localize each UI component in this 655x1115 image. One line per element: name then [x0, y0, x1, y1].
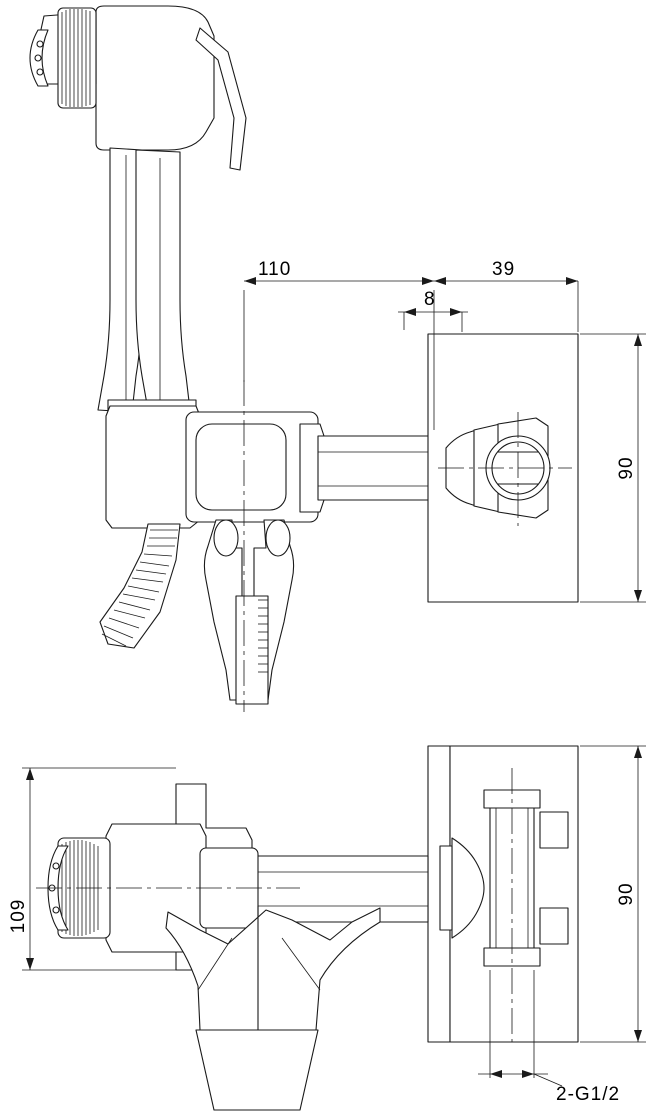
dimension-90-top-label: 90 — [616, 456, 637, 480]
dimension-110-label: 110 — [258, 259, 292, 280]
wall-plate-top — [428, 334, 578, 602]
dimension-110 — [244, 259, 434, 430]
valve-body-top — [106, 400, 434, 528]
spray-head-top — [30, 6, 246, 412]
dimension-39-label: 39 — [492, 259, 516, 280]
dimension-8-label: 8 — [424, 289, 436, 310]
dimension-8 — [398, 289, 468, 332]
thread-callout-label: 2-G1/2 — [556, 1084, 621, 1105]
dimension-109-label: 109 — [8, 898, 29, 934]
dimension-39 — [434, 259, 578, 332]
spout-side — [166, 906, 380, 1110]
dimension-90-side-label: 90 — [616, 882, 637, 906]
dimension-90-top — [580, 334, 646, 602]
hose-top — [100, 524, 180, 648]
top-view — [30, 6, 646, 712]
side-view — [8, 746, 646, 1110]
dimension-90-side — [580, 746, 646, 1042]
